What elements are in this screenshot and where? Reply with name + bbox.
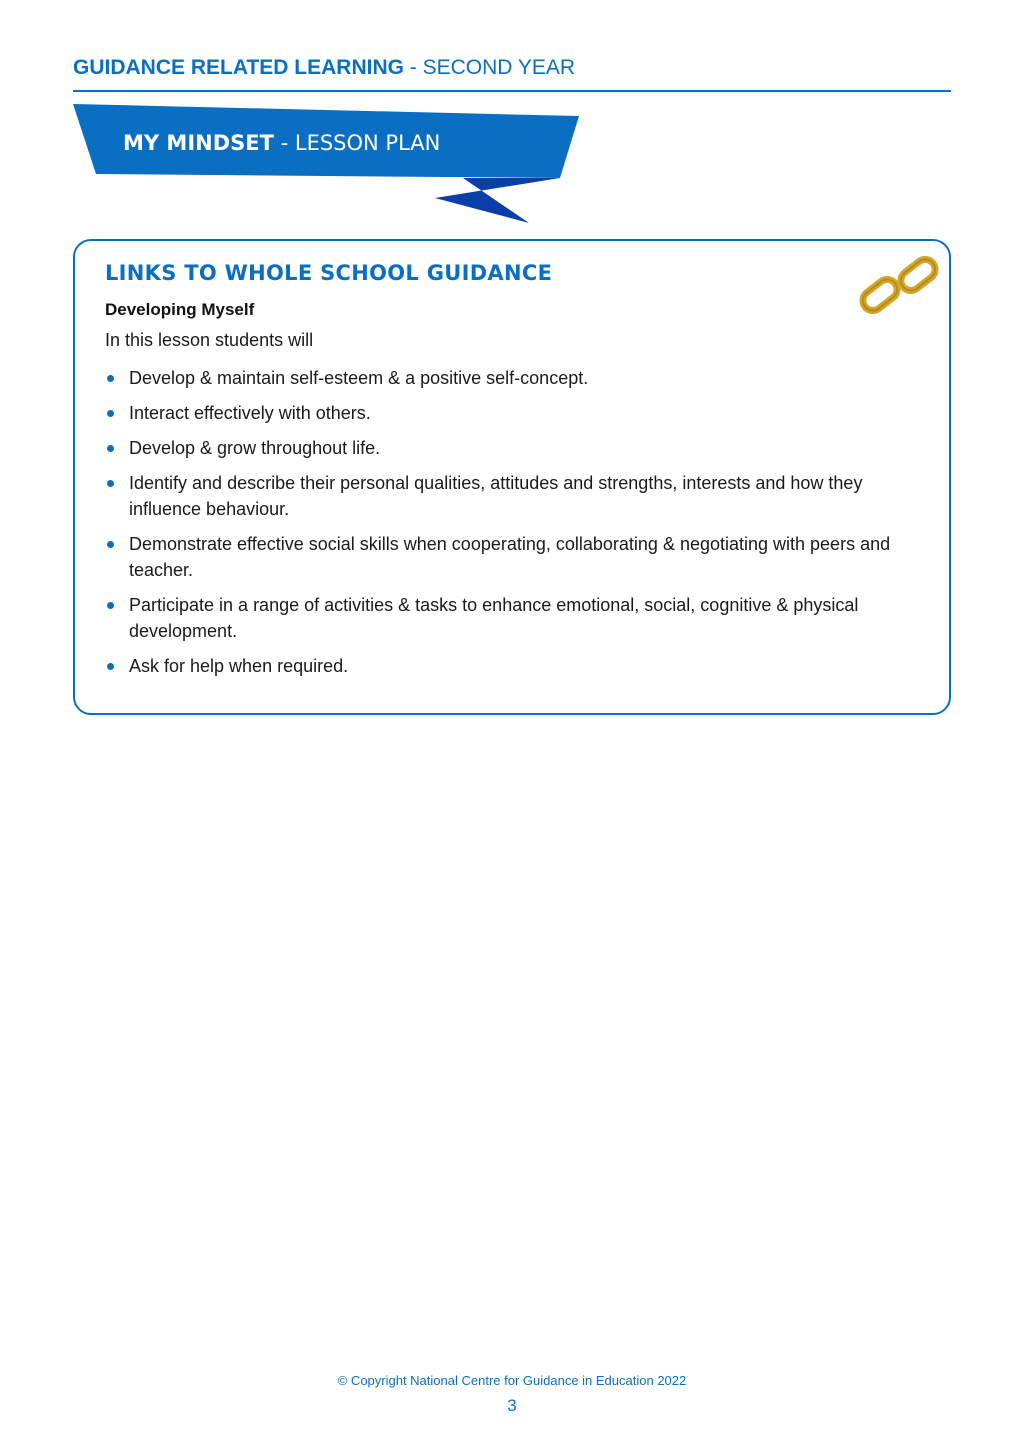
learning-outcomes-list [105, 365, 905, 688]
chain-link-icon [855, 251, 945, 321]
bullet-icon [107, 602, 114, 609]
list-item [105, 435, 905, 461]
page-number: 3 [507, 1396, 517, 1415]
bullet-icon [107, 445, 114, 452]
lesson-title-strong: MY MINDSET [123, 131, 274, 155]
header-divider [73, 90, 951, 92]
list-item [105, 400, 905, 426]
list-item-text: Develop & grow throughout life. [129, 438, 381, 458]
list-item-text: Ask for help when required. [129, 656, 349, 676]
bullet-icon [107, 663, 114, 670]
header-title-light: - SECOND YEAR [403, 56, 576, 79]
bullet-icon [107, 410, 114, 417]
bullet-icon [107, 541, 114, 548]
card-title: LINKS TO WHOLE SCHOOL GUIDANCE [105, 261, 553, 285]
bullet-icon [107, 480, 114, 487]
copyright-notice: © Copyright National Centre for Guidance in Education 2022 [337, 1373, 687, 1388]
list-item [105, 531, 905, 583]
intro-text: In this lesson students will [105, 330, 314, 350]
lesson-title [123, 131, 440, 155]
list-item-text: Interact effectively with others. [129, 403, 371, 423]
header-title-strong: GUIDANCE RELATED LEARNING [73, 56, 404, 79]
lesson-banner [73, 100, 583, 228]
list-item [105, 365, 905, 391]
section-subheading: Developing Myself [105, 300, 255, 319]
guidance-links-card [73, 239, 951, 715]
document-header [73, 56, 575, 80]
list-item-text: Develop & maintain self-esteem & a positive self-concept. [129, 368, 589, 388]
list-item-text: Identify and describe their personal qualities, attitudes and strengths, interests and how they influence behaviour. [129, 473, 863, 519]
list-item [105, 653, 905, 679]
bullet-icon [107, 375, 114, 382]
list-item-text: Demonstrate effective social skills when cooperating, collaborating & negotiating with peers and teacher. [129, 534, 891, 580]
lesson-title-light: - LESSON PLAN [273, 131, 441, 155]
banner-fold [435, 178, 560, 223]
list-item [105, 470, 905, 522]
list-item [105, 592, 905, 644]
list-item-text: Participate in a range of activities & tasks to enhance emotional, social, cognitive & physical development. [129, 595, 859, 641]
